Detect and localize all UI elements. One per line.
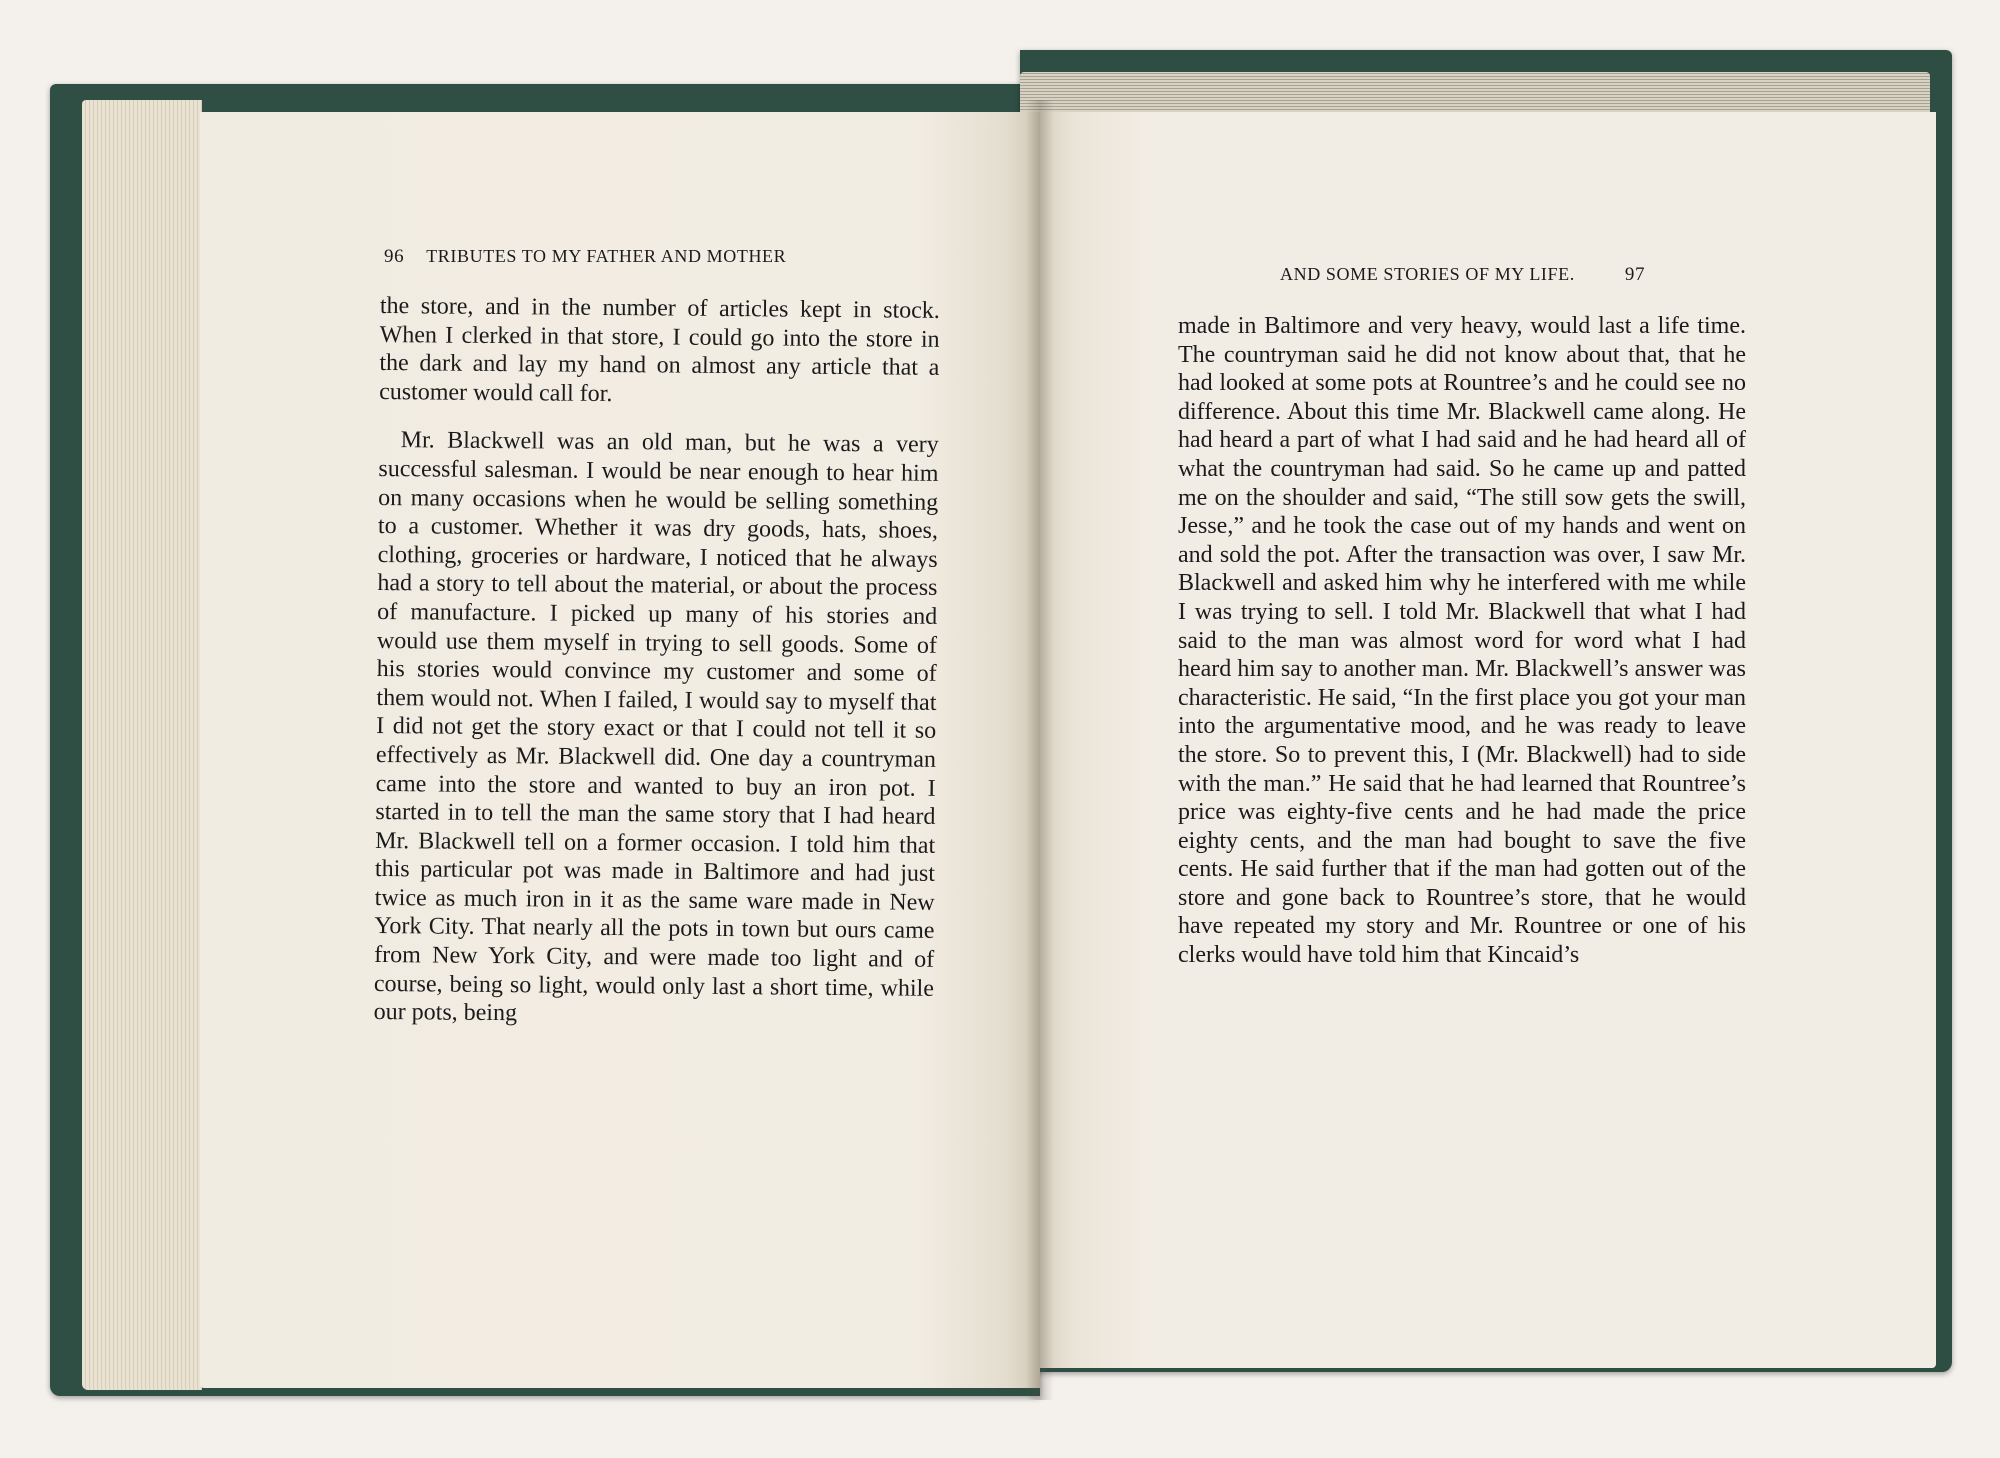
book-gutter bbox=[1026, 100, 1054, 1400]
left-page-number: 96 bbox=[384, 246, 405, 267]
left-paragraph-1: the store, and in the number of articles kept in stock. When I clerked in that store, I could go into the store in the dark and lay my hand on almost any article that a customer would call for. bbox=[379, 292, 940, 407]
right-running-head bbox=[1280, 264, 1850, 286]
left-running-title: TRIBUTES TO MY FATHER AND MOTHER bbox=[426, 246, 787, 266]
right-paragraph-1: made in Baltimore and very heavy, would last a life time. The countryman said he did not know about that, that he had looked at some pots at Rountree’s and he could see no difference. About this time Mr. Blackwell came along. He had heard a part of what I had said and he had heard all of what the countryman had said. So he came up and patted me on the shoulder and said, “The still sow gets the swill, Jesse,” and he took the case out of my hands and went on and sold the pot. After the transaction was over, I saw Mr. Blackwell and asked him why he interfered with me while I was trying to sell. I told Mr. Blackwell that what I had said to the man was almost word for word what I had heard him say to another man. Mr. Blackwell’s answer was characteristic. He said, “In the first place you got your man into the argumentative mood, and he was ready to leave the store. So to prevent this, I (Mr. Blackwell) had to side with the man.” He said that he had learned that Rountree’s price was eighty-five cents and he had made the price eighty cents, and the man had bought to save the five cents. He said further that if the man had gotten out of the store and gone back to Rountree’s store, that he would have repeated my story and Mr. Rountree or one of his clerks would have told him that Kincaid’s bbox=[1178, 313, 1746, 969]
page-edges-left bbox=[82, 100, 202, 1390]
right-page-number: 97 bbox=[1624, 264, 1646, 285]
right-page bbox=[1040, 112, 1936, 1368]
right-running-title: AND SOME STORIES OF MY LIFE. bbox=[1280, 264, 1575, 284]
left-paragraph-2: Mr. Blackwell was an old man, but he was a very successful salesman. I would be near enough to hear him on many occasions when he would be selling something to a customer. Whether it was dry goods, hats, shoes, clothing, groceries or hardware, I noticed that he always had a story to tell about the material, or about the process of manufacture. I picked up many of his stories and would use them myself in trying to sell goods. Some of his stories would convince my customer and some of them would not. When I failed, I would say to myself that I did not get the story exact or that I could not tell it so effectively as Mr. Blackwell did. One day a countryman came into the store and wanted to buy an iron pot. I started in to tell the man the same story that I had heard Mr. Blackwell tell on a former occasion. I told him that this particular pot was made in Baltimore and had just twice as much iron in it as the same ware made in New York City. That nearly all the pots in town but ours came from New York City, and were made too light and of course, being so light, would only last a short time, while our pots, being bbox=[373, 427, 939, 1027]
left-page bbox=[200, 112, 1040, 1388]
left-running-head bbox=[384, 246, 904, 268]
right-page-text bbox=[1178, 312, 1746, 970]
left-page-text bbox=[373, 292, 940, 1052]
